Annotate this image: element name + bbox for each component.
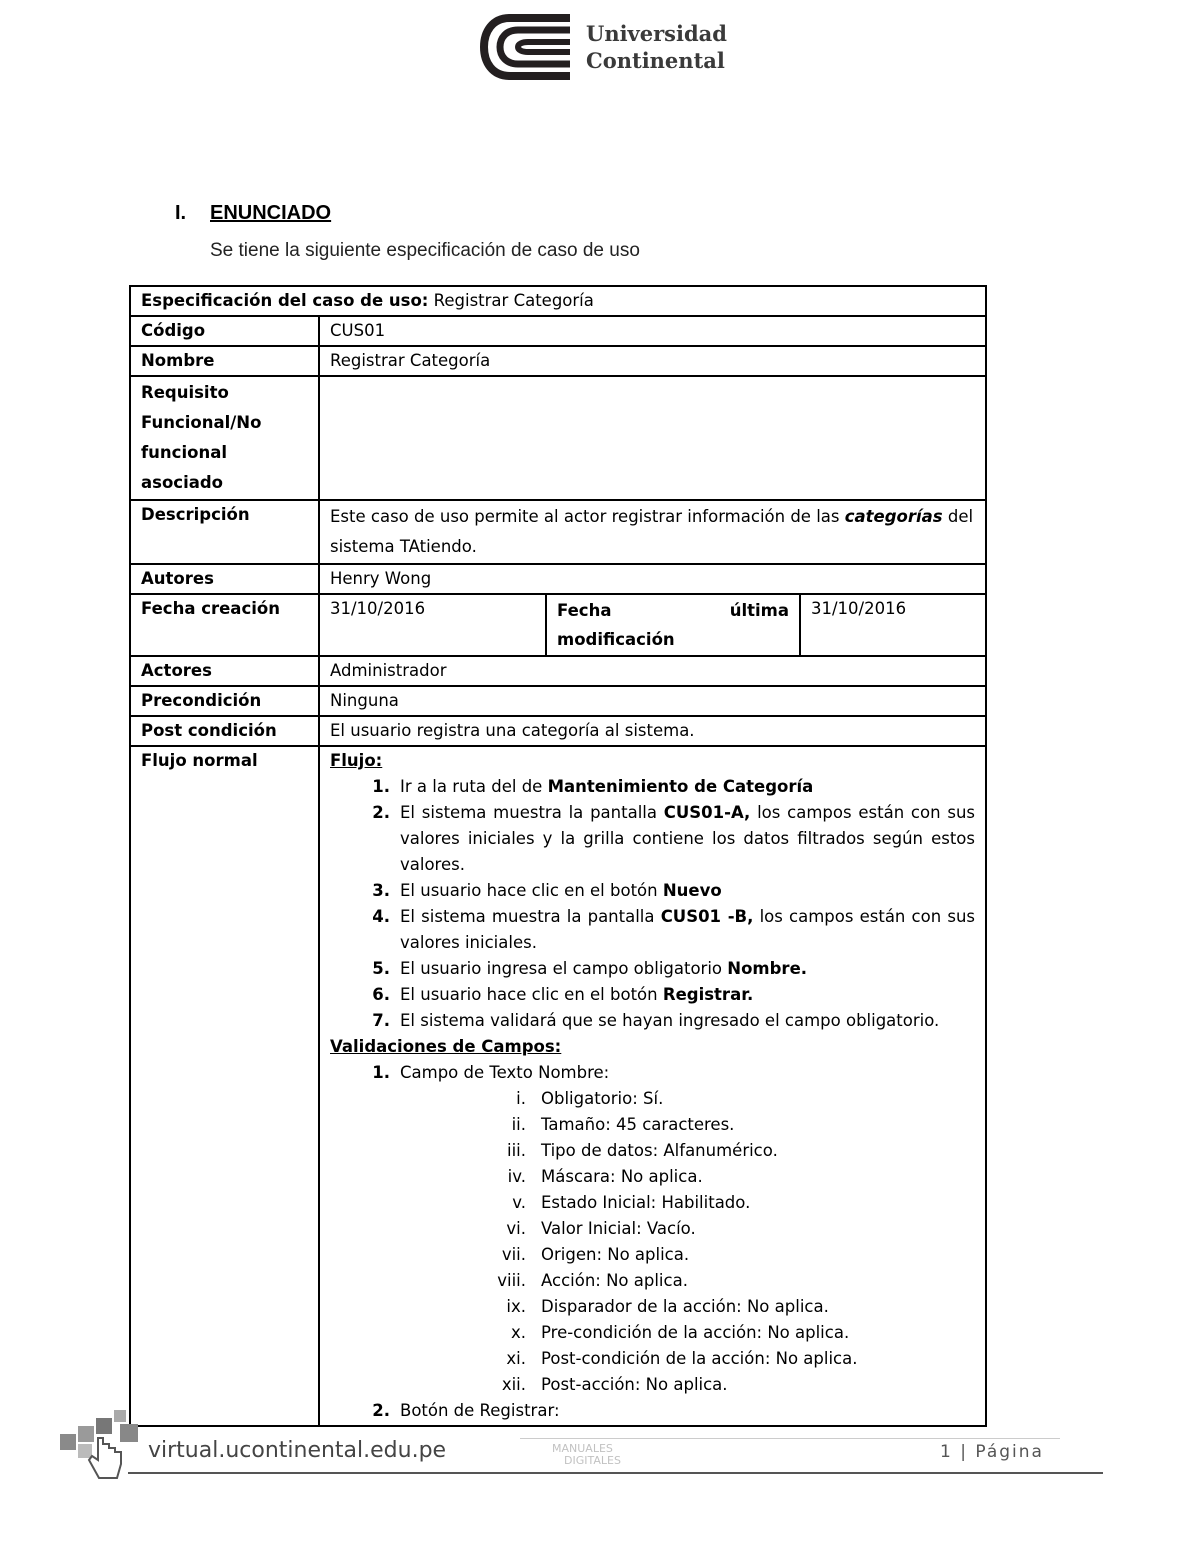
step-text: El usuario hace clic en el botón (400, 881, 663, 900)
validaciones-heading: Validaciones de Campos: (330, 1037, 562, 1056)
prop-number: vi. (506, 1219, 526, 1238)
autores-row (130, 564, 986, 594)
fecha-mod-word-1: Fecha (557, 601, 612, 620)
logo-line-1: Universidad (586, 21, 727, 46)
validacion-number: 2. (372, 1401, 390, 1420)
prop-number: viii. (497, 1271, 526, 1290)
flujo-step (330, 982, 975, 1008)
footer-page-number (940, 1442, 1044, 1462)
section-intro: Se tiene la siguiente especificación de caso de uso (210, 240, 640, 261)
flujo-step (330, 956, 975, 982)
flujo-step (330, 774, 975, 800)
prop-item (330, 1164, 975, 1190)
step-text: Ir a la ruta del de (400, 777, 548, 796)
nombre-row (130, 346, 986, 376)
flujo-cell (319, 746, 986, 1426)
validaciones-list (330, 1060, 975, 1086)
section-heading (175, 202, 331, 225)
flujo-heading: Flujo: (330, 751, 383, 770)
fecha-modificacion-label (546, 594, 800, 656)
precondicion-label: Precondición (130, 686, 319, 716)
section-number: I. (175, 202, 187, 224)
nombre-value: Registrar Categoría (319, 346, 986, 376)
footer-separator (520, 1438, 1060, 1439)
prop-text: Disparador de la acción: No aplica. (541, 1297, 829, 1316)
step-bold: Nombre. (727, 959, 808, 978)
codigo-row (130, 316, 986, 346)
descripcion-label: Descripción (130, 500, 319, 564)
prop-item (330, 1112, 975, 1138)
cursor-hand-icon (58, 1408, 142, 1480)
postcondicion-row (130, 716, 986, 746)
descripcion-value (319, 500, 986, 564)
codigo-value: CUS01 (319, 316, 986, 346)
step-number: 6. (372, 985, 390, 1004)
section-title: ENUNCIADO (210, 202, 332, 224)
prop-number: iii. (507, 1141, 526, 1160)
prop-number: v. (512, 1193, 526, 1212)
validacion-item (330, 1060, 975, 1086)
step-number: 7. (372, 1011, 390, 1030)
prop-item (330, 1242, 975, 1268)
prop-item (330, 1138, 975, 1164)
spec-title-value: Registrar Categoría (428, 291, 594, 310)
prop-item (330, 1372, 975, 1398)
postcondicion-label: Post condición (130, 716, 319, 746)
descripcion-emphasis: categorías (844, 507, 943, 526)
precondicion-row (130, 686, 986, 716)
prop-item (330, 1190, 975, 1216)
step-number: 5. (372, 959, 390, 978)
prop-text: Acción: No aplica. (541, 1271, 688, 1290)
fechas-row (130, 594, 986, 656)
step-bold: Nuevo (662, 881, 722, 900)
nombre-label: Nombre (130, 346, 319, 376)
codigo-label: Código (130, 316, 319, 346)
prop-text: Tamaño: 45 caracteres. (541, 1115, 735, 1134)
validaciones-list-2 (330, 1398, 975, 1424)
use-case-spec-table (129, 285, 987, 1427)
footer-rule (128, 1472, 1103, 1474)
fecha-mod-word-2: última (729, 601, 789, 620)
step-number: 2. (372, 803, 390, 822)
prop-number: xi. (506, 1349, 526, 1368)
descripcion-pre: Este caso de uso permite al actor registrar información de las (330, 507, 845, 526)
watermark-line-1: MANUALES (552, 1442, 613, 1455)
footer-url[interactable]: virtual.ucontinental.edu.pe (148, 1438, 447, 1463)
precondicion-value: Ninguna (319, 686, 986, 716)
fecha-mod-word-3: modificación (557, 630, 675, 649)
prop-text: Pre-condición de la acción: No aplica. (541, 1323, 850, 1342)
step-text: El sistema muestra la pantalla (400, 907, 661, 926)
watermark-line-2: DIGITALES (564, 1454, 621, 1467)
requisito-row (130, 376, 986, 500)
descripcion-row (130, 500, 986, 564)
validacion-text: Botón de Registrar: (400, 1401, 560, 1420)
actores-row (130, 656, 986, 686)
manuales-digitales-watermark (552, 1443, 742, 1473)
prop-number: ii. (511, 1115, 526, 1134)
flujo-step (330, 904, 975, 956)
prop-text: Post-acción: No aplica. (541, 1375, 728, 1394)
prop-item (330, 1268, 975, 1294)
prop-number: vii. (501, 1245, 526, 1264)
logo-text (586, 20, 727, 74)
step-number: 1. (372, 777, 390, 796)
requisito-value (319, 376, 986, 500)
step-bold: CUS01-A, (663, 803, 751, 822)
prop-number: ix. (506, 1297, 526, 1316)
postcondicion-value: El usuario registra una categoría al sistema. (319, 716, 986, 746)
step-number: 4. (372, 907, 390, 926)
actores-label: Actores (130, 656, 319, 686)
step-bold: Registrar. (662, 985, 754, 1004)
prop-text: Post-condición de la acción: No aplica. (541, 1349, 858, 1368)
step-bold: CUS01 -B, (660, 907, 754, 926)
step-text: El sistema validará que se hayan ingresado el campo obligatorio. (400, 1011, 940, 1030)
descripcion-post: del sistema TAtiendo. (330, 507, 974, 556)
prop-number: x. (510, 1323, 526, 1342)
autores-value: Henry Wong (319, 564, 986, 594)
autores-label: Autores (130, 564, 319, 594)
requisito-label: Requisito Funcional/No funcional asociado (130, 376, 319, 500)
flujo-step (330, 1008, 975, 1034)
flujo-steps-list (330, 774, 975, 1034)
flujo-step (330, 878, 975, 904)
prop-number: iv. (507, 1167, 526, 1186)
prop-item (330, 1346, 975, 1372)
step-text-post: los campos están con sus valores iniciales y la grilla contiene los datos filtrados según estos valores. (400, 803, 975, 874)
prop-item (330, 1086, 975, 1112)
validacion-number: 1. (372, 1063, 390, 1082)
flujo-step (330, 800, 975, 878)
step-text-post: los campos están con sus valores iniciales. (400, 907, 976, 952)
step-number: 3. (372, 881, 390, 900)
fecha-creacion-label: Fecha creación (130, 594, 319, 656)
step-bold: Mantenimiento de Categoría (547, 777, 814, 796)
campo-nombre-props (330, 1086, 975, 1398)
logo-line-2: Continental (586, 48, 725, 73)
flujo-row (130, 746, 986, 1426)
step-text: El sistema muestra la pantalla (400, 803, 664, 822)
actores-value: Administrador (319, 656, 986, 686)
prop-text: Tipo de datos: Alfanumérico. (541, 1141, 778, 1160)
prop-item (330, 1320, 975, 1346)
prop-text: Máscara: No aplica. (541, 1167, 703, 1186)
spec-title-cell (130, 286, 986, 316)
prop-text: Origen: No aplica. (541, 1245, 690, 1264)
spec-title-row (130, 286, 986, 316)
prop-number: i. (516, 1089, 526, 1108)
prop-text: Estado Inicial: Habilitado. (541, 1193, 751, 1212)
fecha-creacion-value: 31/10/2016 (319, 594, 546, 656)
page-number: 1 (940, 1442, 953, 1462)
validacion-item (330, 1398, 975, 1424)
step-text: El usuario ingresa el campo obligatorio (400, 959, 728, 978)
prop-item (330, 1294, 975, 1320)
step-text: El usuario hace clic en el botón (400, 985, 663, 1004)
fecha-modificacion-value: 31/10/2016 (800, 594, 986, 656)
page-label: | Página (952, 1442, 1044, 1462)
prop-text: Obligatorio: Sí. (541, 1089, 664, 1108)
validacion-text: Campo de Texto Nombre: (400, 1063, 610, 1082)
prop-number: xii. (501, 1375, 526, 1394)
spec-title-label: Especificación del caso de uso: (141, 291, 429, 310)
flujo-label: Flujo normal (130, 746, 319, 1426)
prop-text: Valor Inicial: Vacío. (541, 1219, 696, 1238)
prop-item (330, 1216, 975, 1242)
